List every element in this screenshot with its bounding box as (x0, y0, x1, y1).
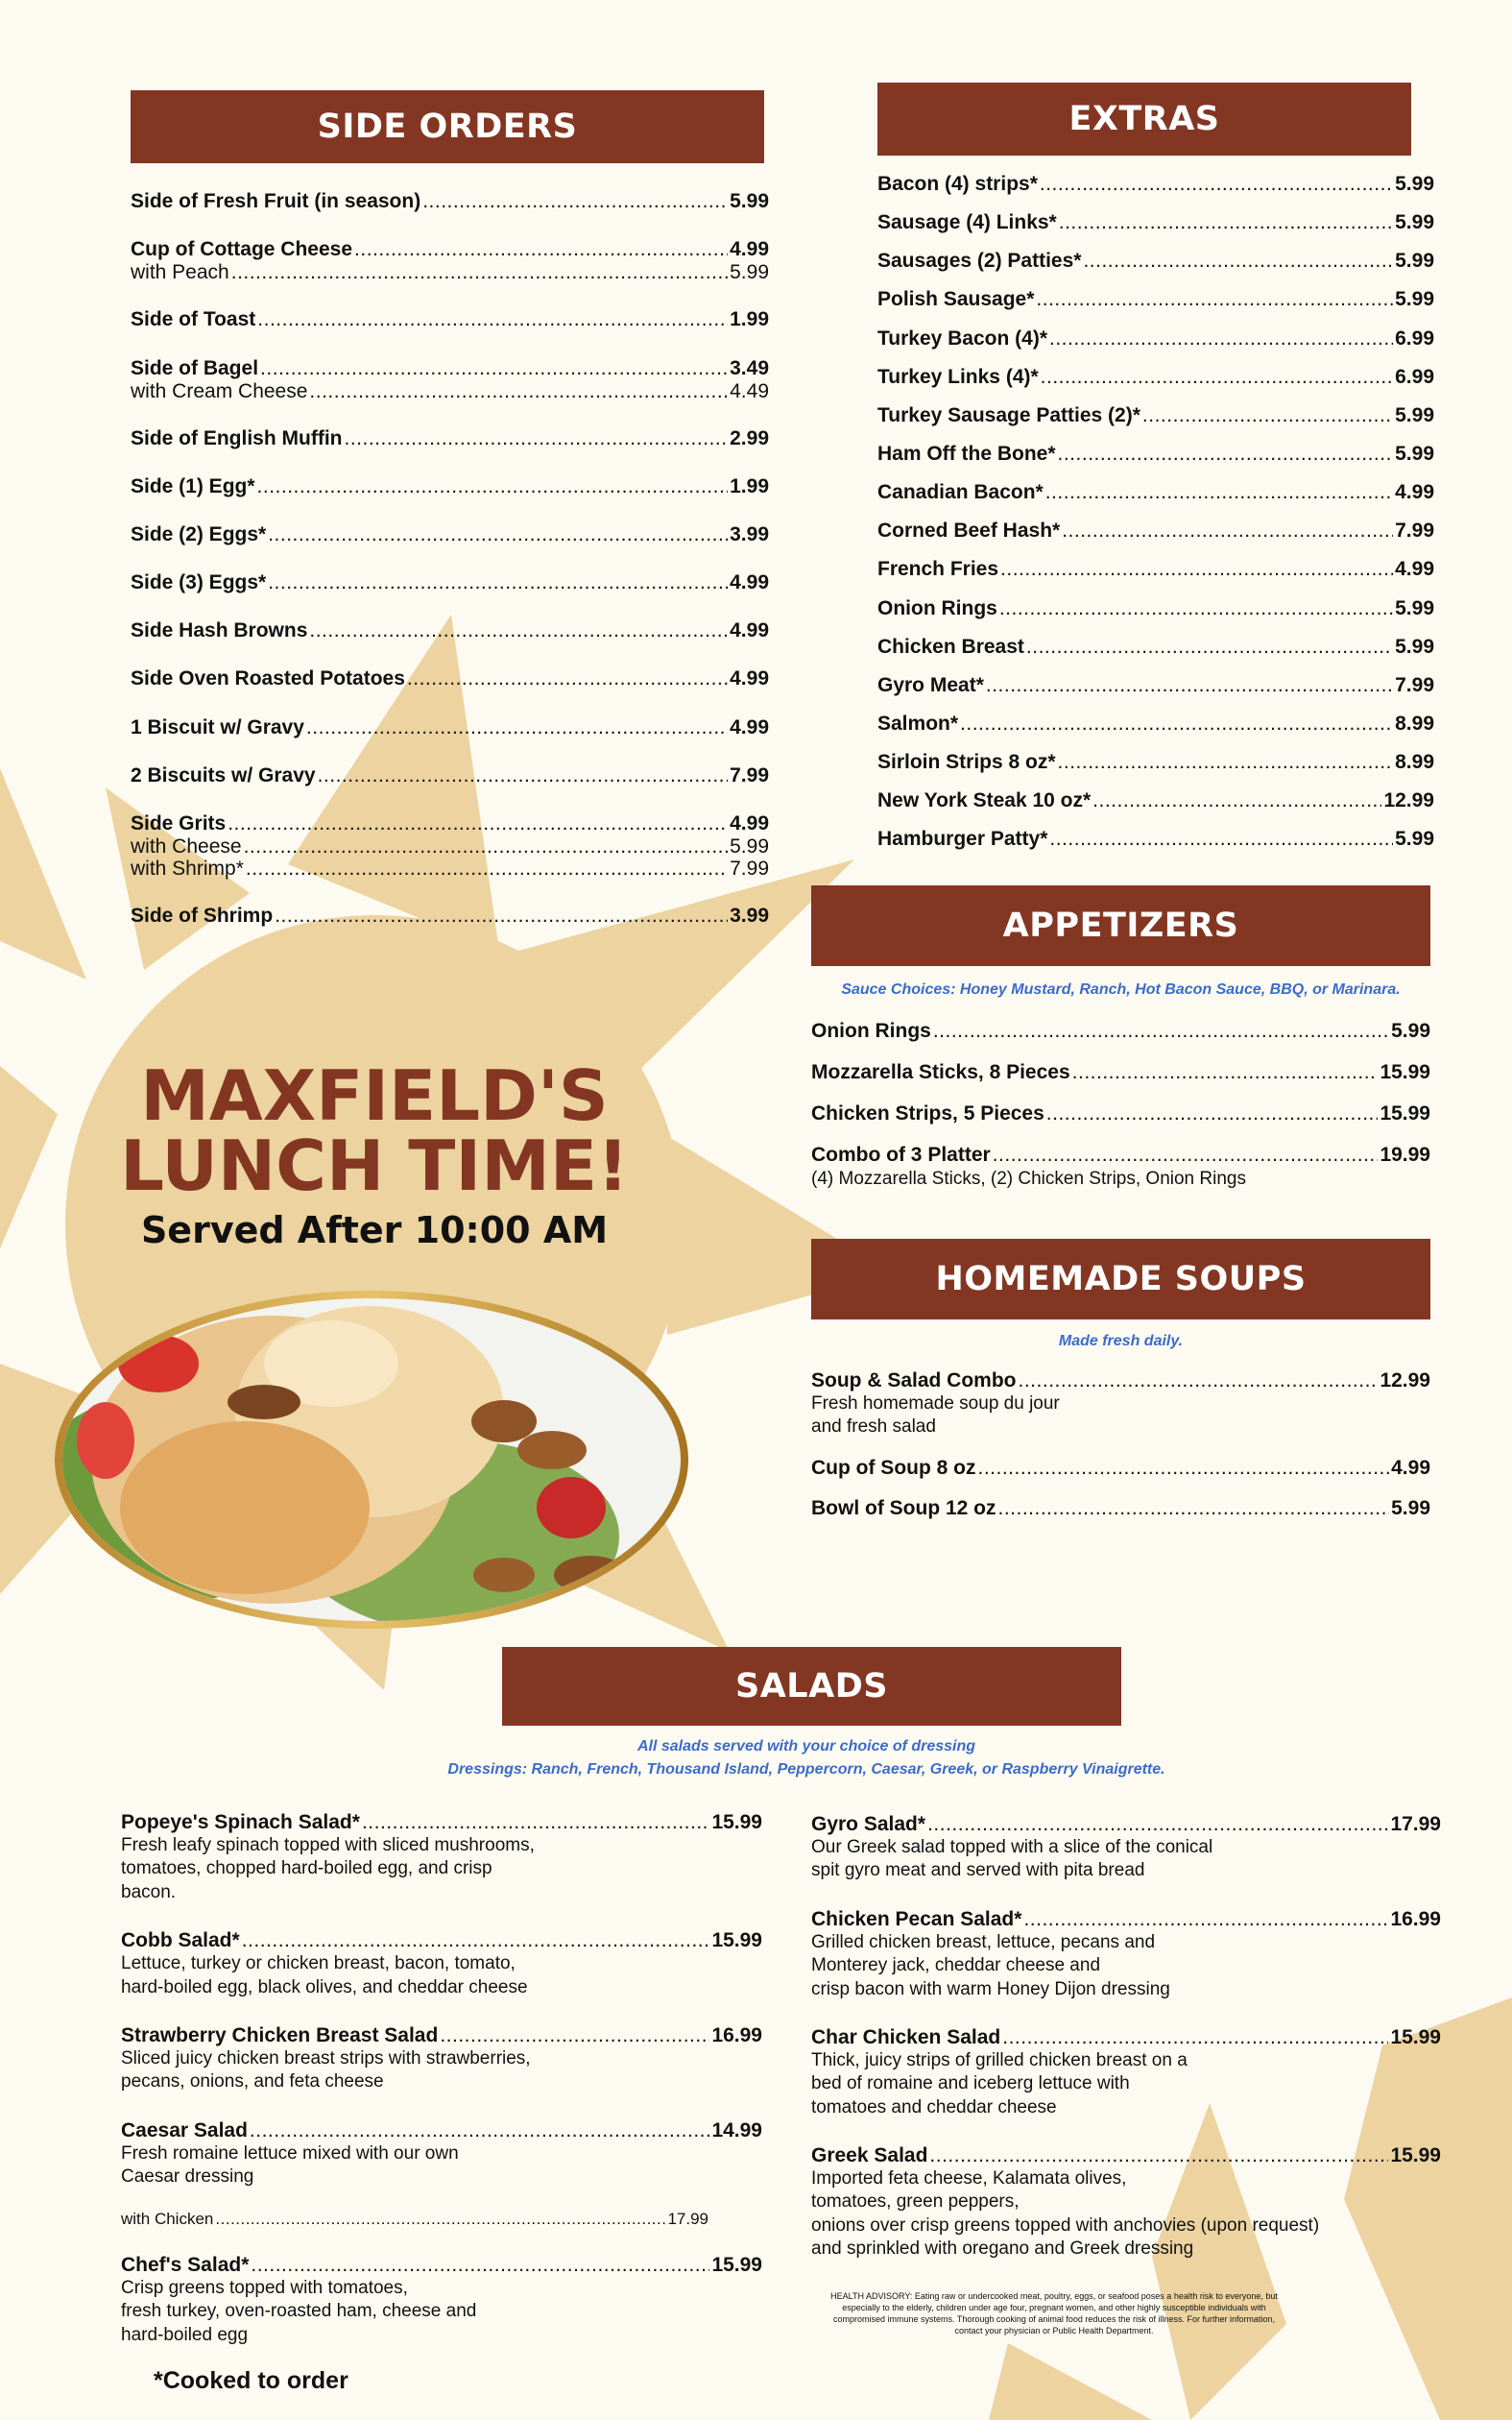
dot-leader (246, 858, 728, 880)
menu-item-name: Chicken Strips, 5 Pieces (811, 1102, 1044, 1125)
menu-item-description: Imported feta cheese, Kalamata olives, tomatoes, green peppers, onions over crisp greens topped with anchovies (upon request) and sprinkled with oregano and Greek dressing (811, 2168, 1320, 2259)
dot-leader (1049, 828, 1393, 851)
menu-item-name: Corned Beef Hash* (877, 520, 1061, 543)
dot-leader (977, 1457, 1389, 1480)
menu-item-description: Thick, juicy strips of grilled chicken breast on a bed of romaine and iceberg lettuce with tomatoes and cheddar cheese (811, 2049, 1188, 2118)
salads-note-dressings-list: Dressings: Ranch, French, Thousand Island, Peppercorn, Caesar, Greek, or Raspberry Vinaigrette. (447, 1761, 1165, 1778)
dot-leader (1092, 789, 1381, 812)
dot-leader (309, 380, 728, 402)
menu-item-name: Side Hash Browns (131, 619, 308, 642)
salads-right-column (811, 1813, 1441, 2261)
menu-item-price: 4.99 (1395, 558, 1434, 581)
extras-header (877, 83, 1411, 156)
side-orders-section (131, 90, 769, 928)
side-order-item (131, 357, 769, 402)
appetizer-item (811, 1061, 1430, 1084)
menu-item-name: Turkey Links (4)* (877, 365, 1039, 388)
soups-title: HOMEMADE SOUPS (935, 1260, 1307, 1298)
dot-leader (1142, 404, 1393, 427)
menu-item-row (121, 1811, 762, 1834)
menu-item-price: 15.99 (1390, 2025, 1441, 2048)
menu-item-name: Chicken Breast (877, 635, 1024, 658)
menu-item-row (811, 2144, 1441, 2167)
salads-header-wrap (502, 1647, 1121, 1726)
menu-item-row (877, 558, 1434, 581)
menu-item-price: 4.99 (730, 571, 769, 594)
menu-item-row (811, 1020, 1430, 1043)
dot-leader (309, 619, 728, 642)
menu-item-name: Turkey Sausage Patties (2)* (877, 403, 1140, 426)
menu-item-name: Side of Shrimp (131, 905, 274, 928)
menu-item-name: with Peach (131, 261, 229, 284)
menu-item-name: Cup of Soup 8 oz (811, 1456, 976, 1479)
dot-leader (1026, 636, 1393, 659)
menu-item-price: 14.99 (711, 2118, 762, 2142)
menu-item-price: 5.99 (1395, 211, 1434, 234)
menu-item-row (877, 636, 1434, 659)
dot-leader (993, 1144, 1379, 1167)
lunch-title-line1: MAXFIELD'S (140, 1055, 609, 1136)
menu-item-row (877, 713, 1434, 736)
menu-item-row (877, 674, 1434, 697)
cooked-to-order-note: *Cooked to order (154, 2367, 348, 2394)
menu-item-row (131, 190, 769, 213)
dot-leader (251, 2254, 709, 2277)
menu-item-name: Chef's Salad* (121, 2253, 250, 2276)
dot-leader (362, 1811, 710, 1834)
side-order-item (131, 427, 769, 450)
dot-leader (1019, 1369, 1379, 1392)
salad-item (121, 2024, 762, 2094)
menu-item-row (877, 481, 1434, 504)
menu-item-row (131, 571, 769, 594)
soup-item (811, 1497, 1430, 1520)
menu-item-name: Soup & Salad Combo (811, 1369, 1017, 1392)
menu-item-row (877, 250, 1434, 273)
dot-leader (929, 2144, 1388, 2167)
dot-leader (318, 764, 729, 787)
menu-item-name: Combo of 3 Platter (811, 1144, 991, 1167)
menu-item-name: Mozzarella Sticks, 8 Pieces (811, 1061, 1070, 1084)
dot-leader (1062, 520, 1393, 543)
menu-item-price: 16.99 (1390, 1907, 1441, 1930)
menu-item-row (811, 1369, 1430, 1392)
menu-item-name: Canadian Bacon* (877, 481, 1044, 504)
menu-item-name: Caesar Salad (121, 2118, 248, 2142)
menu-item-price: 4.99 (730, 811, 769, 835)
menu-item-row (131, 812, 769, 835)
dot-leader (231, 261, 728, 283)
menu-item-name: Side (3) Eggs* (131, 571, 267, 594)
menu-item-price: 17.99 (667, 2210, 708, 2229)
menu-item-price: 5.99 (1395, 403, 1434, 426)
appetizers-sauce-note: Sauce Choices: Honey Mustard, Ranch, Hot Bacon Sauce, BBQ, or Marinara. (841, 981, 1401, 998)
menu-item-name: Sausages (2) Patties* (877, 250, 1082, 273)
menu-item-price: 3.49 (730, 356, 769, 379)
menu-item-price: 4.99 (730, 238, 769, 261)
menu-item-name: Greek Salad (811, 2143, 928, 2166)
dot-leader (306, 716, 728, 739)
menu-item-row (811, 1813, 1441, 1836)
appetizers-title: APPETIZERS (1002, 907, 1239, 945)
menu-item-row (131, 308, 769, 331)
menu-item-price: 4.99 (730, 715, 769, 738)
menu-item-name: Side of Toast (131, 308, 256, 331)
side-order-item (131, 523, 769, 546)
menu-item-price: 3.99 (730, 905, 769, 928)
menu-item-row (811, 1061, 1430, 1084)
menu-item-name: Sausage (4) Links* (877, 211, 1057, 234)
menu-item-price: 15.99 (711, 2253, 762, 2276)
menu-item-row (131, 357, 769, 380)
menu-item-price: 5.99 (1395, 596, 1434, 619)
menu-item-row (877, 404, 1434, 427)
menu-item-price: 2.99 (730, 426, 769, 449)
appetizers-list (811, 1020, 1430, 1191)
side-order-item (131, 716, 769, 739)
side-order-item (131, 812, 769, 880)
menu-item-price: 5.99 (1391, 1496, 1430, 1519)
menu-item-name: Onion Rings (877, 596, 997, 619)
menu-item-name: Bacon (4) strips* (877, 173, 1038, 195)
menu-item-price: 5.99 (1395, 250, 1434, 273)
salads-header (502, 1647, 1121, 1726)
menu-item-price: 4.99 (1395, 481, 1434, 504)
menu-item-name: Bowl of Soup 12 oz (811, 1496, 996, 1519)
extras-section (877, 83, 1434, 852)
menu-item-row (121, 2254, 762, 2277)
menu-item-row (121, 2024, 762, 2047)
menu-item-price: 5.99 (730, 835, 769, 859)
salad-item (121, 2119, 762, 2229)
salad-item (811, 1813, 1441, 1883)
menu-item-row (877, 366, 1434, 389)
salads-title: SALADS (735, 1667, 888, 1706)
menu-item-name: Char Chicken Salad (811, 2025, 1001, 2048)
menu-item-name: Salmon* (877, 712, 959, 735)
menu-item-name: Chicken Pecan Salad* (811, 1907, 1022, 1930)
menu-item-row (877, 211, 1434, 234)
soups-section (811, 1239, 1430, 1520)
dot-leader (344, 427, 728, 450)
menu-item-row (811, 1144, 1430, 1167)
menu-item-price: 6.99 (1395, 327, 1434, 350)
menu-item-name: 1 Biscuit w/ Gravy (131, 715, 304, 738)
menu-item-name: with Cream Cheese (131, 379, 308, 402)
appetizers-header (811, 885, 1430, 966)
menu-item-name: Strawberry Chicken Breast Salad (121, 2023, 439, 2046)
menu-item-name: Side of Fresh Fruit (in season) (131, 190, 421, 212)
soup-item (811, 1369, 1430, 1440)
menu-item-price: 5.99 (1395, 635, 1434, 658)
menu-item-row (131, 475, 769, 498)
dot-leader (1023, 1908, 1388, 1931)
salads-left-column (121, 1811, 762, 2347)
menu-item-row (877, 173, 1434, 196)
dot-leader (960, 713, 1393, 736)
menu-item-row (811, 1908, 1441, 1931)
dot-leader (268, 523, 728, 546)
menu-item-row (877, 443, 1434, 466)
dot-leader (1040, 173, 1393, 196)
menu-item-name: Sirloin Strips 8 oz* (877, 751, 1056, 774)
dot-leader (999, 597, 1393, 620)
dot-leader (927, 1813, 1388, 1836)
menu-item-name: Onion Rings (811, 1020, 931, 1042)
menu-item-price: 4.99 (730, 667, 769, 690)
soups-header (811, 1239, 1430, 1319)
dot-leader (268, 571, 728, 594)
side-order-item (131, 619, 769, 642)
menu-item-name: Side of English Muffin (131, 426, 343, 449)
menu-item-price: 8.99 (1395, 712, 1434, 735)
dot-leader (998, 1497, 1390, 1520)
side-order-item (131, 475, 769, 498)
appetizers-section (811, 885, 1430, 1191)
menu-item-price: 4.99 (1391, 1456, 1430, 1479)
side-order-item (131, 308, 769, 331)
side-order-item (131, 667, 769, 690)
menu-item-price: 7.99 (1395, 673, 1434, 696)
menu-item-name: Popeye's Spinach Salad* (121, 1811, 360, 1833)
menu-item-description: Fresh romaine lettuce mixed with our own Caesar dressing (121, 2142, 459, 2188)
dot-leader (215, 2210, 665, 2229)
salads-notes (288, 1738, 1325, 1779)
side-order-item (131, 764, 769, 787)
soups-list (811, 1369, 1430, 1520)
menu-item-name: Gyro Salad* (811, 1813, 926, 1835)
dot-leader (244, 835, 729, 858)
dot-leader (354, 238, 728, 261)
menu-item-row (811, 1457, 1430, 1480)
side-order-item (131, 571, 769, 594)
menu-item-row (131, 523, 769, 546)
salads-note-dressing: All salads served with your choice of dressing (636, 1738, 976, 1754)
side-order-item (131, 238, 769, 283)
dot-leader (422, 190, 728, 213)
menu-item-name: with Shrimp* (131, 858, 244, 881)
menu-item-price: 7.99 (730, 763, 769, 786)
menu-item-price: 12.99 (1380, 1369, 1430, 1392)
menu-item-row (131, 238, 769, 261)
dot-leader (275, 905, 728, 928)
menu-item-price: 19.99 (1380, 1144, 1430, 1167)
dot-leader (1041, 366, 1393, 389)
menu-item-name: Cup of Cottage Cheese (131, 238, 353, 261)
dot-leader (250, 2119, 710, 2142)
salad-item (811, 1908, 1441, 2001)
menu-item-description: Grilled chicken breast, lettuce, pecans and Monterey jack, cheddar cheese and crisp bacon with warm Honey Dijon dressing (811, 1931, 1170, 1999)
menu-item-price: 4.49 (730, 379, 769, 402)
menu-item-row (131, 427, 769, 450)
menu-item-row (131, 619, 769, 642)
menu-item-row (131, 380, 769, 402)
dot-leader (933, 1020, 1389, 1043)
menu-item-row (131, 261, 769, 283)
menu-item-price: 7.99 (1395, 520, 1434, 543)
side-orders-title: SIDE ORDERS (317, 108, 578, 146)
menu-item-price: 8.99 (1395, 751, 1434, 774)
menu-item-name: Ham Off the Bone* (877, 442, 1056, 465)
menu-item-row (131, 858, 769, 880)
salad-item (121, 2254, 762, 2347)
menu-item-name: New York Steak 10 oz* (877, 789, 1092, 812)
side-order-item (131, 190, 769, 213)
dot-leader (242, 1929, 710, 1952)
salad-item (811, 2026, 1441, 2119)
salad-item (121, 1811, 762, 1904)
menu-item-price: 3.99 (730, 523, 769, 546)
menu-item-name: Side Oven Roasted Potatoes (131, 667, 405, 690)
menu-item-price: 7.99 (730, 858, 769, 881)
side-order-item (131, 905, 769, 928)
menu-item-description: Our Greek salad topped with a slice of the conical spit gyro meat and served with pita bread (811, 1837, 1213, 1881)
menu-item-name: Polish Sausage* (877, 288, 1035, 311)
menu-item-description: (4) Mozzarella Sticks, (2) Chicken Strips, Onion Rings (811, 1168, 1246, 1189)
dot-leader (1058, 443, 1394, 466)
side-orders-header (131, 90, 764, 163)
menu-item-description: Sliced juicy chicken breast strips with strawberries, pecans, onions, and feta cheese (121, 2047, 531, 2093)
menu-item-row (131, 835, 769, 858)
chicken-salad-photo (53, 1287, 691, 1633)
menu-item-row (121, 2119, 762, 2142)
menu-item-price: 4.99 (730, 619, 769, 642)
menu-item-name: Side (2) Eggs* (131, 523, 267, 546)
dot-leader (1002, 2026, 1388, 2049)
dot-leader (986, 674, 1393, 697)
menu-item-price: 5.99 (1395, 288, 1434, 311)
menu-item-price: 5.99 (1391, 1020, 1430, 1042)
menu-item-description: Fresh leafy spinach topped with sliced mushrooms, tomatoes, chopped hard-boiled egg, and crisp bacon. (121, 1835, 535, 1902)
menu-item-name: 2 Biscuits w/ Gravy (131, 763, 316, 786)
health-advisory: HEALTH ADVISORY: Eating raw or undercooked meat, poultry, eggs, or seafood poses a health risk to everyone, but especially to the elderly, children under age four, pregnant women, and other highly susceptible individuals with compromised immune systems. Thorough cooking of animal food reduces the risk of illness. For further information, contact your physician or Public Health Department. (830, 2291, 1278, 2336)
menu-item-price: 5.99 (1395, 828, 1434, 851)
menu-item-row (877, 751, 1434, 774)
menu-item-price: 1.99 (730, 474, 769, 497)
menu-item-name: Side of Bagel (131, 356, 259, 379)
extras-title: EXTRAS (1068, 100, 1220, 138)
menu-item-price: 15.99 (1380, 1102, 1430, 1125)
menu-item-name: with Cheese (131, 835, 242, 859)
dot-leader (257, 475, 729, 498)
menu-item-name: Hamburger Patty* (877, 828, 1048, 851)
menu-item-row (877, 520, 1434, 543)
dot-leader (440, 2024, 709, 2047)
menu-item-price: 12.99 (1383, 789, 1434, 812)
dot-leader (228, 812, 728, 835)
soup-item (811, 1457, 1430, 1480)
dot-leader (407, 667, 728, 690)
menu-item-row (811, 1497, 1430, 1520)
menu-item-description: Crisp greens topped with tomatoes, fresh turkey, oven-roasted ham, cheese and hard-boiled egg (121, 2278, 477, 2345)
dot-leader (257, 308, 728, 331)
dot-leader (1058, 751, 1394, 774)
menu-item-row (877, 288, 1434, 311)
dot-leader (1059, 211, 1393, 234)
dot-leader (260, 357, 728, 380)
menu-item-row (877, 327, 1434, 351)
menu-item-price: 17.99 (1390, 1813, 1441, 1835)
menu-item-price: 16.99 (711, 2023, 762, 2046)
menu-item-row (131, 716, 769, 739)
menu-item-price: 6.99 (1395, 365, 1434, 388)
soups-note: Made fresh daily. (1058, 1333, 1184, 1349)
dot-leader (1072, 1061, 1379, 1084)
salad-item (811, 2144, 1441, 2261)
menu-item-price: 15.99 (1390, 2143, 1441, 2166)
menu-item-name: with Chicken (121, 2210, 214, 2229)
dot-leader (1000, 558, 1393, 581)
menu-item-price: 15.99 (711, 1929, 762, 1952)
menu-item-name: Turkey Bacon (4)* (877, 327, 1047, 350)
menu-item-price: 1.99 (730, 308, 769, 331)
menu-item-row (121, 2210, 708, 2229)
menu-item-price: 15.99 (1380, 1061, 1430, 1084)
menu-item-description: Fresh homemade soup du jour and fresh salad (811, 1393, 1060, 1438)
menu-item-row (121, 1929, 762, 1952)
menu-item-name: French Fries (877, 558, 999, 581)
appetizer-item (811, 1102, 1430, 1125)
menu-item-row (811, 2026, 1441, 2049)
menu-item-row (877, 828, 1434, 851)
dot-leader (1083, 250, 1393, 273)
menu-item-row (877, 597, 1434, 620)
menu-item-name: Side Grits (131, 811, 227, 835)
dot-leader (1045, 481, 1393, 504)
menu-item-name: Cobb Salad* (121, 1929, 240, 1952)
menu-item-price: 5.99 (1395, 442, 1434, 465)
menu-item-row (131, 764, 769, 787)
dot-leader (1049, 327, 1393, 351)
dot-leader (1036, 288, 1393, 311)
menu-item-name: Gyro Meat* (877, 673, 984, 696)
menu-item-row (131, 905, 769, 928)
menu-item-price: 15.99 (711, 1811, 762, 1833)
menu-item-row (131, 667, 769, 690)
served-after-text: Served After 10:00 AM (140, 1208, 609, 1251)
appetizer-item (811, 1144, 1430, 1190)
menu-item-name: Side (1) Egg* (131, 474, 255, 497)
extras-list (877, 173, 1434, 852)
lunch-title (106, 1055, 643, 1251)
menu-item-row (877, 789, 1434, 812)
salad-item (121, 1929, 762, 1999)
menu-item-row (811, 1102, 1430, 1125)
menu-item-description: Lettuce, turkey or chicken breast, bacon, tomato, hard-boiled egg, black olives, and cheddar cheese (121, 1953, 528, 1997)
menu-item-price: 5.99 (730, 261, 769, 284)
lunch-title-line2: LUNCH TIME! (120, 1125, 629, 1206)
appetizer-item (811, 1020, 1430, 1043)
side-orders-list (131, 190, 769, 928)
dot-leader (1046, 1102, 1379, 1125)
menu-item-price: 5.99 (1395, 173, 1434, 195)
menu-item-price: 5.99 (730, 190, 769, 212)
